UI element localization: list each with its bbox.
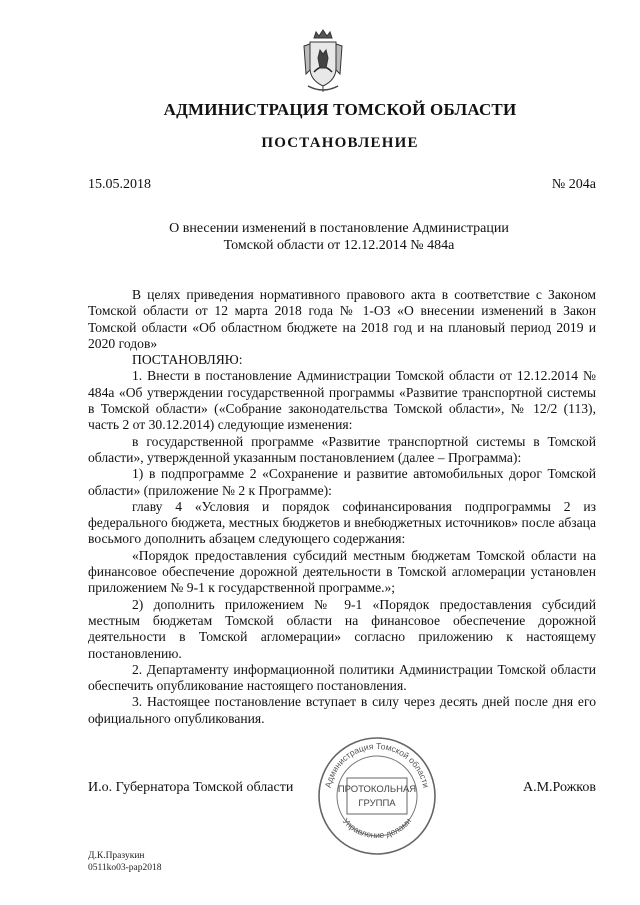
document-subject [120,220,558,254]
item-1-subprogram-paragraph: 1) в подпрограмме 2 «Сохранение и развитие автомобильных дорог Томской области» (приложение № 2 к Программе): [88,466,596,498]
file-reference: 0511ko03-pap2018 [88,863,162,873]
item-1-chapter-paragraph: главу 4 «Условия и порядок софинансирования подпрограммы 2 из федерального бюджета, местных бюджетов и внебюджетных источников» после абзаца восьмого дополнить абзацем следующего содержания: [88,498,596,547]
executor-name: Д.К.Празукин [88,851,145,861]
stamp-center-line-2: ГРУППА [358,798,396,809]
document-date: 15.05.2018 [88,177,151,192]
item-1-quote-paragraph: «Порядок предоставления субсидий местным бюджетам Томской области на финансовое обеспечение дорожной деятельности в Томской агломерации установлен приложением № 9-1 к государственной программе.»; [88,547,596,596]
item-3-paragraph: 3. Настоящее постановление вступает в силу через десять дней после дня его официального опубликования. [88,694,596,726]
preamble-paragraph: В целях приведения нормативного правового акта в соответствие с Законом Томской области от 12 марта 2018 года № 1-ОЗ «О внесении изменений в Закон Томской области «Об областном бюджете на 2018 год и на плановый период 2019 и 2020 годов» [88,287,596,351]
item-1-program-paragraph: в государственной программе «Развитие транспортной системы в Томской области», утвержденной указанным постановлением (далее – Программа): [88,433,596,465]
tomsk-coat-of-arms-icon [300,28,346,94]
signatory-position: И.о. Губернатора Томской области [88,780,294,795]
subject-line-2: Томской области от 12.12.2014 № 484а [223,238,455,253]
item-1-appendix-paragraph: 2) дополнить приложением № 9-1 «Порядок предоставления субсидий местным бюджетам Томской области на финансовое обеспечение дорожной деятельности в Томской агломерации» согласно приложению к настоящему постановлению. [88,596,596,661]
footer-block [88,850,162,874]
stamp-center-line-1: ПРОТОКОЛЬНАЯ [337,784,417,795]
stamp-ring-bottom-text: Управление делами [340,815,414,841]
protocol-group-stamp [312,730,442,858]
item-1-paragraph: 1. Внести в постановление Администрации Томской области от 12.12.2014 № 484а «Об утверждении государственной программы «Развитие транспортной системы в Томской области» («Собрание законодательства Томской области», № 12/2 (113), часть 2 от 30.12.2014) следующие изменения: [88,368,596,433]
document-body [88,287,596,727]
document-number: № 204а [551,177,596,192]
organization-title: АДМИНИСТРАЦИЯ ТОМСКОЙ ОБЛАСТИ [163,100,517,119]
signatory-name: А.М.Рожков [522,780,596,795]
stamp-ring-top-text: Администрация Томской области [322,740,432,789]
document-type: ПОСТАНОВЛЕНИЕ [261,135,419,151]
item-2-paragraph: 2. Департаменту информационной политики Администрации Томской области обеспечить опубликование настоящего постановления. [88,661,596,694]
resolve-heading: ПОСТАНОВЛЯЮ: [132,352,243,368]
subject-line-1: О внесении изменений в постановление Администрации [169,221,509,236]
